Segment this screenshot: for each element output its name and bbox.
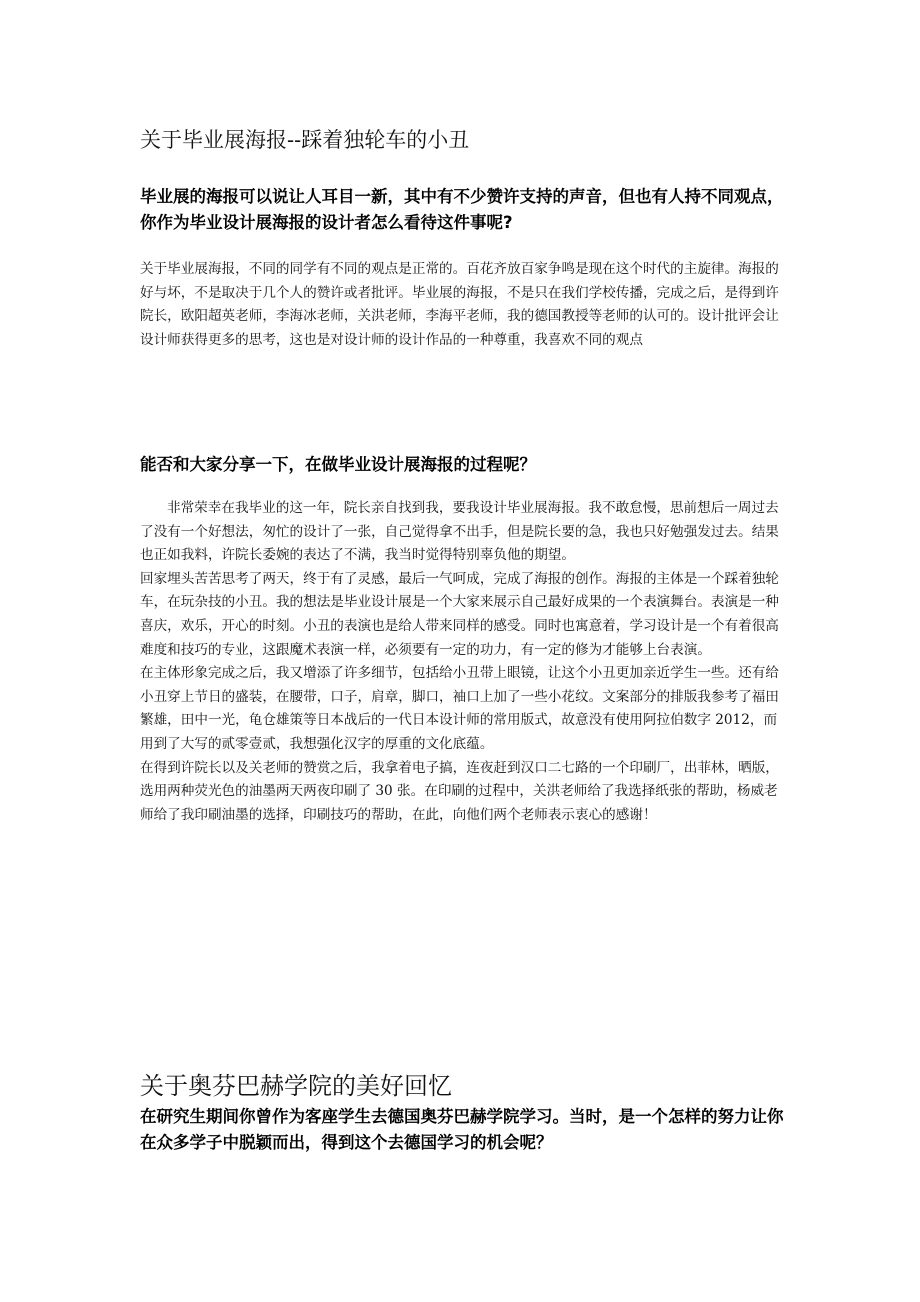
answer-paragraph: 非常荣幸在我毕业的这一年，院长亲自找到我，要我设计毕业展海报。我不敢怠慢，思前想后一周过去了没有一个好想法，匆忙的设计了一张，自己觉得拿不出手，但是院长要的急，我也只好勉强发过去。结果也正如我料，许院长委婉的表达了不满，我当时觉得特别辜负他的期望。 [140,500,779,564]
answer-poster-opinions [140,258,785,352]
answer-paragraph: 回家埋头苦苦思考了两天，终于有了灵感，最后一气呵成，完成了海报的创作。海报的主体是一个踩着独轮车，在玩杂技的小丑。我的想法是毕业设计展是一个大家来展示自己最好成果的一个表演舞台。表演是一种喜庆，欢乐，开心的时刻。小丑的表演也是给人带来同样的感受。同时也寓意着，学习设计是一个有着很高难度和技巧的专业，这跟魔术表演一样，必须要有一定的功力，有一定的修为才能够上台表演。 [140,570,779,658]
answer-paragraph: 关于毕业展海报，不同的同学有不同的观点是正常的。百花齐放百家争鸣是现在这个时代的主旋律。海报的好与坏，不是取决于几个人的赞许或者批评。毕业展的海报，不是只在我们学校传播，完成之后，是得到许院长，欧阳超英老师，李海冰老师，关洪老师，李海平老师，我的德国教授等老师的认可的。设计批评会让设计师获得更多的思考，这也是对设计师的设计作品的一种尊重，我喜欢不同的观点 [140,261,779,348]
section-title-offenbach-memories: 关于奥芬巴赫学院的美好回忆 [140,1072,452,1100]
question-poster-process: 能否和大家分享一下，在做毕业设计展海报的过程呢？ [140,455,536,474]
answer-poster-process [140,497,785,827]
question-poster-opinions: 毕业展的海报可以说让人耳目一新，其中有不少赞许支持的声音，但也有人持不同观点，你作为毕业设计展海报的设计者怎么看待这件事呢? [140,187,784,232]
section-title-graduation-poster: 关于毕业展海报--踩着独轮车的小丑 [140,128,470,152]
answer-paragraph: 在得到许院长以及关老师的赞赏之后，我拿着电子搞，连夜赶到汉口二七路的一个印刷厂，出菲林，晒版，选用两种荧光色的油墨两天两夜印刷了 30 张。在印刷的过程中，关洪老师给了我选择纸张的帮助，杨威老师给了我印刷油墨的选择，印刷技巧的帮助，在此，向他们两个老师表示衷心的感谢！ [140,759,779,823]
answer-paragraph: 在主体形象完成之后，我又增添了许多细节，包括给小丑带上眼镜，让这个小丑更加亲近学生一些。还有给小丑穿上节日的盛装，在腰带，口子，肩章，脚口，袖口上加了一些小花纹。文案部分的排版我参考了福田繁雄，田中一光，龟仓雄策等日本战后的一代日本设计师的常用版式，故意没有使用阿拉伯数字 2012，而用到了大写的贰零壹贰，我想强化汉字的厚重的文化底蕴。 [140,665,779,752]
question-offenbach-opportunity: 在研究生期间你曾作为客座学生去德国奥芬巴赫学院学习。当时，是一个怎样的努力让你在众多学子中脱颖而出，得到这个去德国学习的机会呢？ [140,1107,784,1152]
